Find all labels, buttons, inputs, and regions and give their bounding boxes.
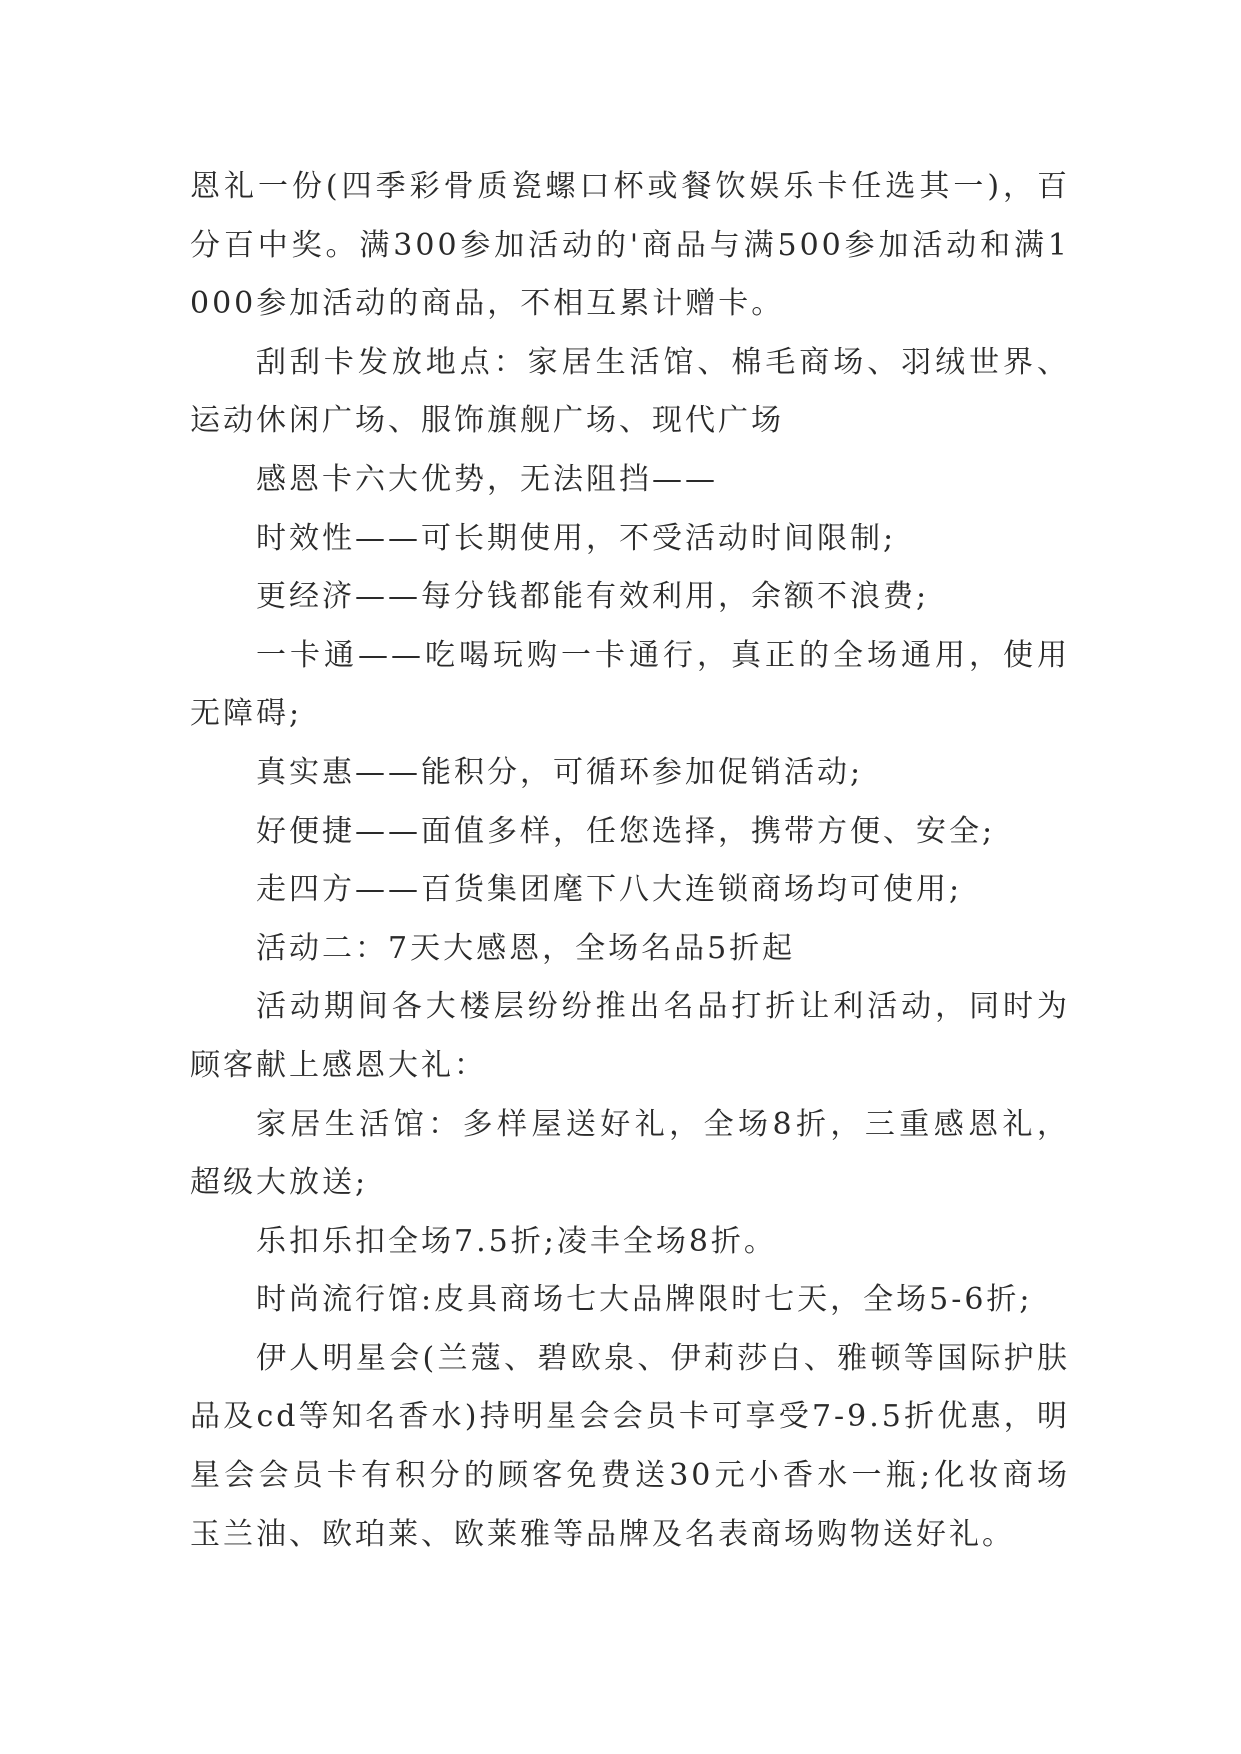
paragraph: 时尚流行馆:皮具商场七大品牌限时七天，全场5-6折; [256,1282,1033,1318]
paragraph: 时效性——可长期使用，不受活动时间限制; [256,520,897,556]
paragraph: 真实惠——能积分，可循环参加促销活动; [256,754,864,790]
paragraph: 好便捷——面值多样，任您选择，携带方便、安全; [256,813,996,849]
paragraph: 家居生活馆：多样屋送好礼，全场8折，三重感恩礼，超级大放送; [190,1106,1070,1201]
paragraph: 更经济——每分钱都能有效利用，余额不浪费; [256,579,930,615]
paragraph: 刮刮卡发放地点：家居生活馆、棉毛商场、羽绒世界、运动休闲广场、服饰旗舰广场、现代广场 [190,344,1070,439]
paragraph: 感恩卡六大优势，无法阻挡—— [256,461,718,497]
paragraph: 活动期间各大楼层纷纷推出名品打折让利活动，同时为顾客献上感恩大礼： [190,989,1070,1083]
paragraph: 走四方——百货集团麾下八大连锁商场均可使用; [256,872,963,908]
paragraph: 伊人明星会(兰蔻、碧欧泉、伊莉莎白、雅顿等国际护肤品及cd等知名香水)持明星会会员卡可享受7-9.5折优惠，明星会会员卡有积分的顾客免费送30元小香水一瓶;化妆商场玉兰油、欧珀莱、欧莱雅等品牌及名表商场购物送好礼。 [190,1340,1070,1552]
paragraph: 活动二：7天大感恩，全场名品5折起 [256,930,796,966]
paragraph: 乐扣乐扣全场7.5折;凌丰全场8折。 [256,1223,777,1259]
paragraph: 一卡通——吃喝玩购一卡通行，真正的全场通用，使用无障碍; [190,637,1070,732]
paragraph: 恩礼一份(四季彩骨质瓷螺口杯或餐饮娱乐卡任选其一)，百分百中奖。满300参加活动的'商品与满500参加活动和满1000参加活动的商品，不相互累计赠卡。 [190,169,1070,322]
document-body [190,158,1070,1564]
